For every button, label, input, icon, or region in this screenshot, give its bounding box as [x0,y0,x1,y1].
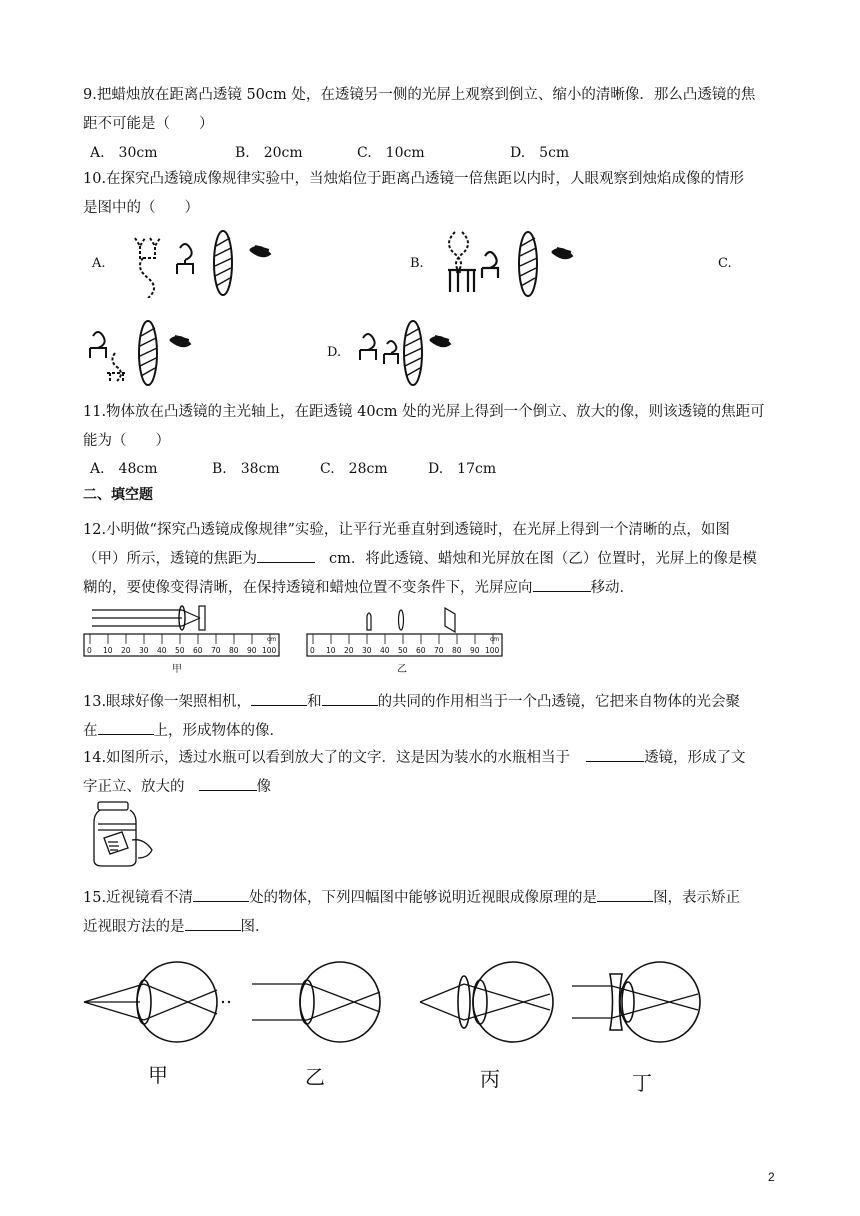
q12-yi-tick-100: 100 [485,646,500,655]
q10-figure-a [125,228,285,298]
section-heading-fill-blank: 二、填空题 [83,487,153,503]
q9-option-a: A. 30cm [90,145,158,161]
q14-blank-2[interactable] [199,775,257,791]
q12-yi-tick-40: 40 [380,646,390,655]
q10-stem: 10.在探究凸透镜成像规律实验中，当烛焰位于距离凸透镜一倍焦距以内时，人眼观察到烛焰成像的情形 是图中的（ ） [83,171,745,216]
q13-blank-2[interactable] [322,690,378,706]
q9-option-b: B. 20cm [235,145,303,161]
q15-label-yi: 乙 [305,1065,325,1089]
q12-tick-50: 50 [175,646,185,655]
q14-water-bottle-figure [88,800,168,868]
q12-unit-jia: cm [267,636,277,643]
q15-blank-3[interactable] [185,915,241,931]
q15-eye-figure-ding [570,960,720,1100]
q12-figure-yi [305,600,505,678]
q15-eye-figure-jia [82,960,242,1095]
q12-yi-tick-30: 30 [362,646,372,655]
q15-label-bing: 丙 [480,1067,500,1091]
q11-stem: 11.物体放在凸透镜的主光轴上，在距透镜 40cm 处的光屏上得到一个倒立、放大的像，则该透镜的焦距可 能为（ ） [83,404,765,449]
q12-tick-30: 30 [139,646,149,655]
q12-tick-80: 80 [229,646,239,655]
q12-yi-tick-10: 10 [326,646,336,655]
q12-yi-tick-50: 50 [398,646,408,655]
q12-yi-tick-20: 20 [344,646,354,655]
q13-blank-1[interactable] [251,690,307,706]
q15-eye-figure-bing [418,960,568,1095]
q10-label-d: D. [327,345,342,360]
q13-blank-3[interactable] [98,719,154,735]
q14-blank-1[interactable] [586,746,644,762]
q12-tick-20: 20 [121,646,131,655]
q15-eye-figure-yi [250,960,400,1095]
q10-figure-d [355,318,485,388]
q14-stem: 14.如图所示，透过水瓶可以看到放大了的文字．这是因为装水的水瓶相当于 透镜，形成了文 字正立、放大的 像 [83,744,793,802]
q12-tick-90: 90 [247,646,257,655]
q9-stem: 9.把蜡烛放在距离凸透镜 50cm 处，在透镜另一侧的光屏上观察到倒立、缩小的清晰像．那么凸透镜的焦 距不可能是（ ） [83,87,756,132]
q11-option-a: A. 48cm [90,461,158,477]
q12-yi-tick-60: 60 [416,646,426,655]
q12-label-jia: 甲 [172,664,182,675]
q12-unit-yi: cm [490,636,500,643]
q12-yi-tick-80: 80 [452,646,462,655]
q12-yi-tick-90: 90 [470,646,480,655]
q11-option-d: D. 17cm [428,461,497,477]
q12-tick-40: 40 [157,646,167,655]
q12-figure-jia [82,600,282,678]
q10-figure-c [85,318,215,388]
page-number: 2 [768,1170,775,1184]
q11-option-b: B. 38cm [212,461,280,477]
q12-tick-100: 100 [262,646,277,655]
q12-yi-tick-70: 70 [434,646,444,655]
q15-stem: 15.近视镜看不清 处的物体，下列四幅图中能够说明近视眼成像原理的是 图，表示矫正 近视眼方法的是 图． [83,884,793,942]
q9-option-c: C. 10cm [357,145,425,161]
q12-yi-tick-0: 0 [310,646,315,655]
q15-blank-2[interactable] [597,886,653,902]
q12-stem: 12.小明做“探究凸透镜成像规律”实验，让平行光垂直射到透镜时，在光屏上得到一个清晰的点，如图 （甲）所示，透镜的焦距为 cm．将此透镜、蜡烛和光屏放在图（乙）位置时，光屏上的像是模 糊的，要使像变得清晰，在保持透镜和蜡烛位置不变条件下，光屏应向 移动． [83,522,757,596]
q15-label-jia: 甲 [148,1063,168,1087]
q10-label-b: B. [410,256,424,271]
q10-figure-b [440,226,590,300]
q12-label-yi: 乙 [397,664,407,675]
q15-label-ding: 丁 [632,1071,652,1095]
q12-blank-2[interactable] [533,576,591,592]
q9-option-d: D. 5cm [510,145,570,161]
q12-tick-70: 70 [211,646,221,655]
q13-stem: 13.眼球好像一架照相机， 和 的共同的作用相当于一个凸透镜，它把来自物体的光会聚 在 上，形成物体的像． [83,688,793,746]
q12-blank-1[interactable] [257,547,315,563]
q12-tick-10: 10 [103,646,113,655]
q12-tick-0: 0 [87,646,92,655]
q10-label-c: C. [718,256,732,271]
q12-tick-60: 60 [193,646,203,655]
q11-option-c: C. 28cm [320,461,388,477]
q10-label-a: A. [92,256,106,271]
q15-blank-1[interactable] [193,886,249,902]
